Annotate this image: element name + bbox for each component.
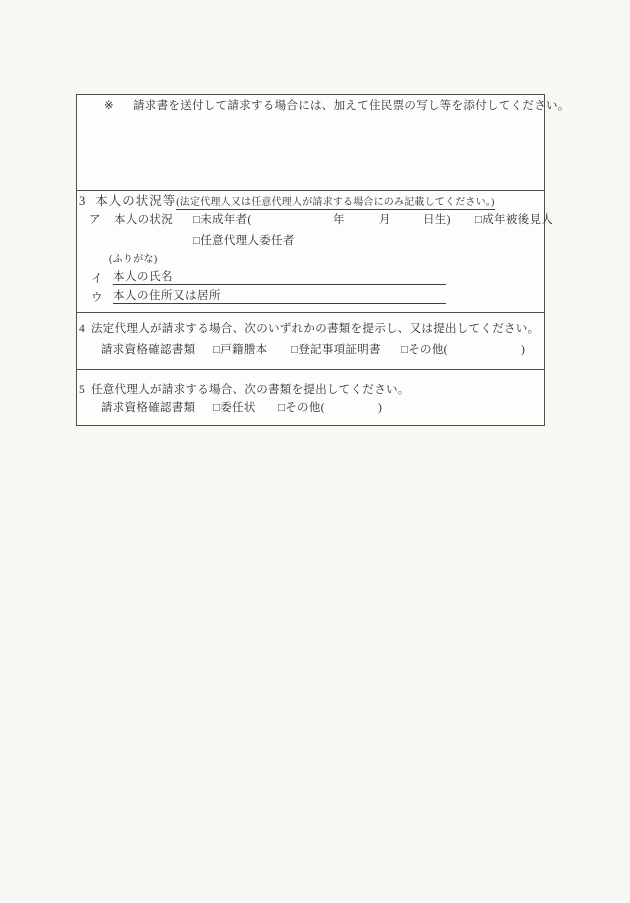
request-form-box [76, 94, 570, 426]
name-field-line[interactable] [113, 271, 446, 285]
minor-checkbox[interactable]: □ [193, 214, 201, 226]
section3-number: 3 [79, 194, 87, 208]
section4-number: 4 [79, 323, 86, 335]
row-i-marker: イ [91, 273, 103, 285]
section5-title: 任意代理人が請求する場合、次の書類を提出してください。 [91, 384, 410, 396]
adult-ward-checkbox[interactable]: □ [475, 214, 483, 226]
option-delegator [193, 234, 295, 248]
row-i-title: 本人の氏名 [113, 271, 173, 283]
option-ininjou [213, 401, 256, 415]
note-marker: ※ [104, 100, 114, 112]
delegator-checkbox[interactable]: □ [193, 235, 201, 247]
other-s4-label: その他( [408, 344, 448, 356]
koseki-label: 戸籍謄本 [220, 344, 268, 356]
other-s5-checkbox[interactable]: □ [278, 402, 286, 414]
row-u-marker: ウ [91, 292, 103, 304]
touki-label: 登記事項証明書 [298, 344, 381, 356]
section-divider [77, 369, 544, 370]
adult-ward-label: 成年被後見人 [482, 214, 554, 226]
option-adult-ward [475, 213, 553, 227]
row-a-marker: ア [89, 214, 101, 226]
month-label: 月 [379, 214, 391, 226]
furigana-label: (ふりがな) [109, 254, 158, 265]
address-field-line[interactable] [113, 290, 446, 304]
delegator-label: 任意代理人委任者 [200, 235, 295, 247]
section-divider [77, 312, 544, 313]
other-s5-label: その他( [285, 402, 325, 414]
other-s5-close-paren: ) [378, 402, 383, 414]
day-born-label: 日生) [423, 214, 451, 226]
section5-docs-label: 請求資格確認書類 [101, 402, 196, 414]
section4-title: 法定代理人が請求する場合、次のいずれかの書類を提示し、又は提出してください。 [91, 323, 540, 335]
koseki-checkbox[interactable]: □ [213, 344, 221, 356]
option-other-s4 [401, 343, 448, 357]
year-label: 年 [333, 214, 345, 226]
note-text: 請求書を送付して請求する場合には、加えて住民票の写し等を添付してください。 [133, 100, 570, 112]
minor-label: 未成年者( [200, 214, 252, 226]
section5-number: 5 [79, 384, 86, 396]
row-a-title: 本人の状況 [114, 214, 173, 226]
row-u-title: 本人の住所又は居所 [113, 290, 221, 302]
section3-title: 本人の状況等 [95, 194, 177, 208]
section3-title-note: (法定代理人又は任意代理人が請求する場合にのみ記載してください。) [176, 193, 494, 210]
section4-docs-label: 請求資格確認書類 [101, 344, 196, 356]
option-koseki [213, 343, 267, 357]
option-minor [193, 213, 252, 227]
option-other-s5 [278, 401, 325, 415]
other-s4-checkbox[interactable]: □ [401, 344, 409, 356]
ininjou-label: 委任状 [220, 402, 256, 414]
ininjou-checkbox[interactable]: □ [213, 402, 221, 414]
section3-title-row [79, 191, 495, 210]
other-s4-close-paren: ) [521, 344, 526, 356]
option-touki [291, 343, 381, 357]
touki-checkbox[interactable]: □ [291, 344, 299, 356]
